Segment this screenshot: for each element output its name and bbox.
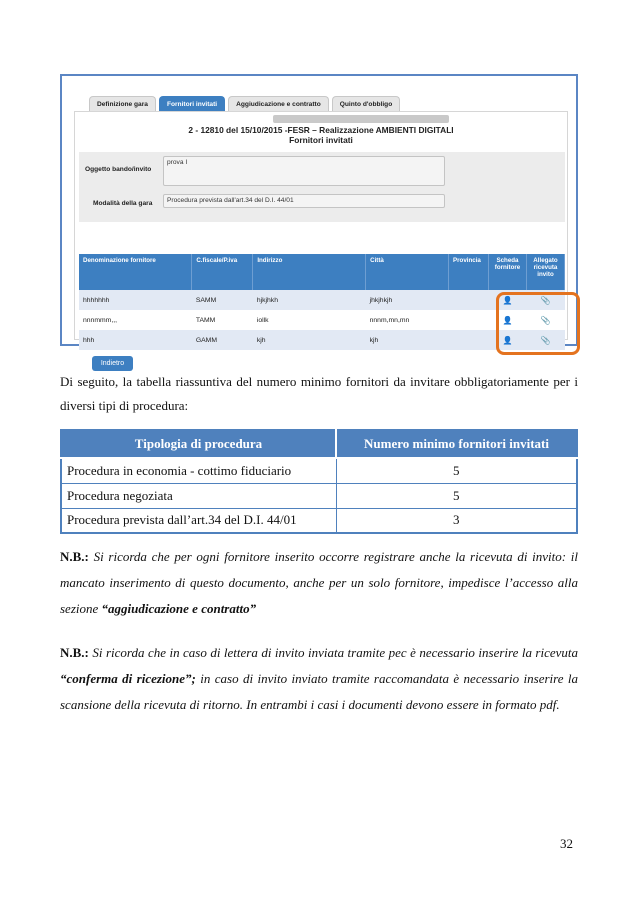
intro-line: diversi tipi di procedura: xyxy=(60,398,189,413)
cell-citta: nnnm,mn,mn xyxy=(366,310,449,330)
cell-provincia xyxy=(449,330,489,350)
user-icon[interactable]: 👤 xyxy=(489,290,527,310)
cell-denominazione: nnnmmm,,, xyxy=(79,310,192,330)
col-citta: Città xyxy=(366,254,449,290)
cell-citta: kjh xyxy=(366,330,449,350)
cell-provincia xyxy=(449,290,489,310)
nb-text: mancato inserimento di questo documento, anche per un solo fornitore, impedisce l’accesso alla xyxy=(60,575,578,590)
cell-indirizzo: kjh xyxy=(253,330,366,350)
section-subtitle: Fornitori invitati xyxy=(289,135,353,145)
col-indirizzo: Indirizzo xyxy=(253,254,366,290)
cell-provincia xyxy=(449,310,489,330)
embedded-screenshot xyxy=(60,74,578,367)
indietro-button[interactable]: Indietro xyxy=(92,356,133,371)
table-row xyxy=(79,330,565,350)
cell-numero: 5 xyxy=(336,483,577,508)
col-tipologia: Tipologia di procedura xyxy=(61,430,336,458)
fornitori-table xyxy=(79,254,565,350)
user-icon[interactable]: 👤 xyxy=(489,330,527,350)
nb-text: Si ricorda che per ogni fornitore inserito occorre registrare anche la ricevuta di invito: il xyxy=(93,549,578,564)
nb-text: Si ricorda che in caso di lettera di invito inviata tramite pec è necessario inserire la ricevuta xyxy=(92,645,579,660)
cell-indirizzo: hjkjhkh xyxy=(253,290,366,310)
cell-numero: 3 xyxy=(336,508,577,533)
oggetto-field[interactable]: prova I xyxy=(163,156,445,186)
cell-tipologia: Procedura in economia - cottimo fiduciario xyxy=(61,458,336,483)
content-panel xyxy=(74,111,568,367)
cell-denominazione: hhh xyxy=(79,330,192,350)
col-scheda: Scheda fornitore xyxy=(489,254,527,290)
tab-definizione-gara[interactable]: Definizione gara xyxy=(89,96,156,111)
table-row xyxy=(79,290,565,310)
intro-paragraph xyxy=(60,370,578,418)
nb-line xyxy=(60,570,578,596)
table-row xyxy=(79,310,565,330)
tab-fornitori-invitati[interactable]: Fornitori invitati xyxy=(159,96,225,111)
col-denominazione: Denominazione fornitore xyxy=(79,254,192,290)
cell-citta: jhkjhkjh xyxy=(366,290,449,310)
cell-cf: TAMM xyxy=(192,310,253,330)
cell-denominazione: hhhhhhh xyxy=(79,290,192,310)
page-number: 32 xyxy=(560,836,573,851)
icon-highlight-annotation xyxy=(496,292,580,355)
cell-cf: SAMM xyxy=(192,290,253,310)
nb-text: sezione xyxy=(60,601,99,616)
nota-bene-2 xyxy=(60,640,578,718)
modalita-field[interactable]: Procedura prevista dall'art.34 del D.I. 44/01 xyxy=(163,194,445,208)
procedure-table xyxy=(60,429,578,534)
modalita-label: Modalità della gara xyxy=(93,200,153,207)
nb-line xyxy=(60,640,578,666)
oggetto-label: Oggetto bando/invito xyxy=(85,166,152,173)
paperclip-icon[interactable]: 📎 xyxy=(526,310,564,330)
col-numero-minimo: Numero minimo fornitori invitati xyxy=(336,430,577,458)
col-allegato: Allegato ricevuta invito xyxy=(526,254,564,290)
nb-line xyxy=(60,601,256,616)
tab-bar xyxy=(89,96,400,111)
cell-tipologia: Procedura prevista dall’art.34 del D.I. 44/01 xyxy=(61,508,336,533)
nb-line xyxy=(60,666,578,692)
col-provincia: Provincia xyxy=(449,254,489,290)
table-row xyxy=(61,458,577,483)
procedure-header-row xyxy=(61,430,577,458)
nb-prefix: N.B.: xyxy=(60,549,89,564)
paperclip-icon[interactable]: 📎 xyxy=(526,290,564,310)
blurred-header-text xyxy=(273,115,449,123)
cell-indirizzo: iollk xyxy=(253,310,366,330)
table-row xyxy=(61,483,577,508)
nb-line xyxy=(60,697,560,712)
cell-tipologia: Procedura negoziata xyxy=(61,483,336,508)
nb-text: scansione della ricevuta di ritorno. In entrambi i casi i documenti devono essere in formato pdf. xyxy=(60,697,560,712)
tab-aggiudicazione-contratto[interactable]: Aggiudicazione e contratto xyxy=(228,96,329,111)
gara-form xyxy=(79,152,565,222)
user-icon[interactable]: 👤 xyxy=(489,310,527,330)
nota-bene-1 xyxy=(60,544,578,622)
table-row xyxy=(61,508,577,533)
nb-prefix: N.B.: xyxy=(60,645,89,660)
paperclip-icon[interactable]: 📎 xyxy=(526,330,564,350)
tab-quinto-obbligo[interactable]: Quinto d'obbligo xyxy=(332,96,400,111)
col-cf: C.fiscale/P.iva xyxy=(192,254,253,290)
nb-emphasis: “conferma di ricezione”; xyxy=(60,671,196,686)
gara-title: 2 - 12810 del 15/10/2015 -FESR – Realizzazione AMBIENTI DIGITALI xyxy=(188,125,454,135)
fornitori-header-row xyxy=(79,254,565,290)
nb-line xyxy=(60,544,578,570)
nb-emphasis: “aggiudicazione e contratto” xyxy=(101,601,257,616)
cell-cf: GAMM xyxy=(192,330,253,350)
intro-line: Di seguito, la tabella riassuntiva del numero minimo fornitori da invitare obbligatoriamente per i xyxy=(60,374,578,389)
nb-text: in caso di invito inviato tramite raccomandata è necessario inserire la xyxy=(200,671,579,686)
cell-numero: 5 xyxy=(336,458,577,483)
